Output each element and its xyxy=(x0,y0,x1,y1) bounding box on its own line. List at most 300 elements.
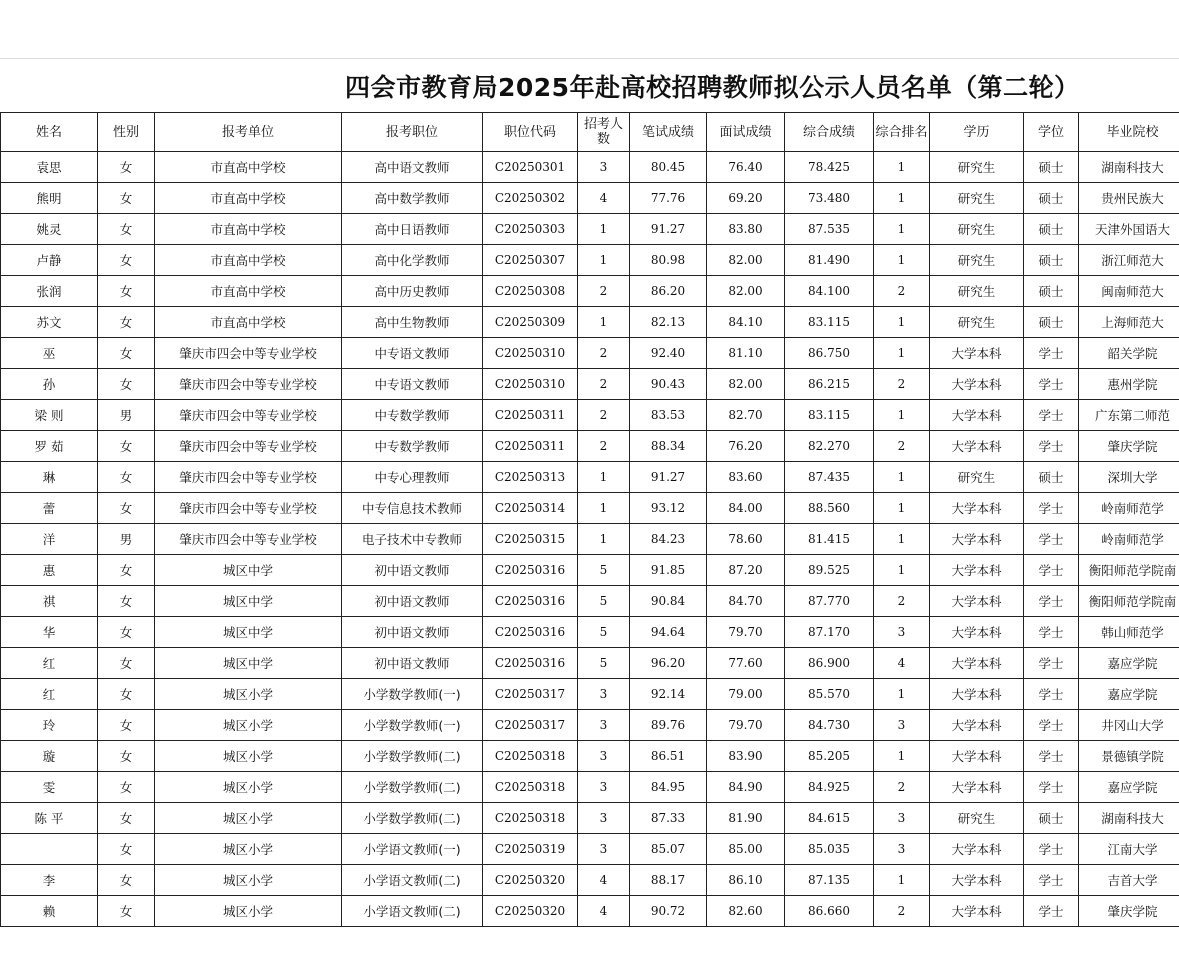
cell-interview: 84.00 xyxy=(707,493,785,524)
header-name: 姓名 xyxy=(1,113,98,152)
cell-written: 84.95 xyxy=(630,772,707,803)
cell-name: 玲 xyxy=(1,710,98,741)
table-body xyxy=(1,152,1179,927)
cell-education: 大学本科 xyxy=(930,896,1024,927)
cell-code: C20250317 xyxy=(483,710,578,741)
cell-name: 熊明 xyxy=(1,183,98,214)
cell-gender: 女 xyxy=(98,462,155,493)
cell-degree: 学士 xyxy=(1024,586,1079,617)
cell-unit: 肇庆市四会中等专业学校 xyxy=(155,462,342,493)
cell-code: C20250308 xyxy=(483,276,578,307)
cell-school: 贵州民族大 xyxy=(1079,183,1179,214)
cell-code: C20250311 xyxy=(483,431,578,462)
cell-written: 85.07 xyxy=(630,834,707,865)
cell-interview: 85.00 xyxy=(707,834,785,865)
cell-interview: 76.20 xyxy=(707,431,785,462)
table-row xyxy=(1,276,1179,307)
cell-education: 研究生 xyxy=(930,245,1024,276)
cell-unit: 市直高中学校 xyxy=(155,152,342,183)
cell-code: C20250311 xyxy=(483,400,578,431)
cell-rank: 1 xyxy=(874,183,930,214)
cell-position: 小学语文教师(二) xyxy=(342,896,483,927)
header-code: 职位代码 xyxy=(483,113,578,152)
cell-total: 84.925 xyxy=(785,772,874,803)
cell-gender: 女 xyxy=(98,896,155,927)
cell-position: 初中语文教师 xyxy=(342,586,483,617)
cell-written: 82.13 xyxy=(630,307,707,338)
cell-quota: 3 xyxy=(578,772,630,803)
table-row xyxy=(1,493,1179,524)
table-row xyxy=(1,338,1179,369)
cell-school: 广东第二师范 xyxy=(1079,400,1179,431)
cell-gender: 女 xyxy=(98,772,155,803)
cell-school: 江南大学 xyxy=(1079,834,1179,865)
cell-education: 大学本科 xyxy=(930,741,1024,772)
cell-code: C20250315 xyxy=(483,524,578,555)
cell-school: 嘉应学院 xyxy=(1079,648,1179,679)
cell-position: 高中语文教师 xyxy=(342,152,483,183)
table-row xyxy=(1,307,1179,338)
cell-gender: 女 xyxy=(98,834,155,865)
cell-school: 岭南师范学 xyxy=(1079,524,1179,555)
cell-interview: 82.00 xyxy=(707,369,785,400)
cell-written: 91.85 xyxy=(630,555,707,586)
cell-quota: 4 xyxy=(578,865,630,896)
cell-written: 89.76 xyxy=(630,710,707,741)
cell-written: 77.76 xyxy=(630,183,707,214)
cell-degree: 学士 xyxy=(1024,648,1079,679)
cell-total: 84.100 xyxy=(785,276,874,307)
cell-written: 83.53 xyxy=(630,400,707,431)
cell-total: 78.425 xyxy=(785,152,874,183)
cell-school: 惠州学院 xyxy=(1079,369,1179,400)
cell-written: 88.34 xyxy=(630,431,707,462)
cell-education: 大学本科 xyxy=(930,493,1024,524)
cell-education: 大学本科 xyxy=(930,865,1024,896)
cell-degree: 学士 xyxy=(1024,524,1079,555)
cell-education: 大学本科 xyxy=(930,648,1024,679)
cell-total: 83.115 xyxy=(785,307,874,338)
cell-degree: 学士 xyxy=(1024,338,1079,369)
cell-position: 初中语文教师 xyxy=(342,648,483,679)
cell-name: 祺 xyxy=(1,586,98,617)
cell-name: 红 xyxy=(1,679,98,710)
table-row xyxy=(1,524,1179,555)
cell-name: 华 xyxy=(1,617,98,648)
cell-position: 中专数学教师 xyxy=(342,431,483,462)
cell-code: C20250301 xyxy=(483,152,578,183)
cell-quota: 1 xyxy=(578,214,630,245)
table-row xyxy=(1,617,1179,648)
cell-code: C20250316 xyxy=(483,586,578,617)
cell-gender: 女 xyxy=(98,555,155,586)
cell-name xyxy=(1,834,98,865)
cell-rank: 2 xyxy=(874,896,930,927)
cell-quota: 3 xyxy=(578,679,630,710)
cell-quota: 1 xyxy=(578,307,630,338)
cell-education: 研究生 xyxy=(930,462,1024,493)
cell-quota: 4 xyxy=(578,183,630,214)
cell-gender: 女 xyxy=(98,338,155,369)
cell-rank: 2 xyxy=(874,369,930,400)
cell-position: 初中语文教师 xyxy=(342,555,483,586)
cell-rank: 1 xyxy=(874,741,930,772)
cell-quota: 3 xyxy=(578,803,630,834)
cell-position: 小学语文教师(一) xyxy=(342,834,483,865)
cell-written: 96.20 xyxy=(630,648,707,679)
cell-education: 研究生 xyxy=(930,307,1024,338)
results-sheet xyxy=(0,112,1179,937)
cell-degree: 学士 xyxy=(1024,834,1079,865)
cell-rank: 1 xyxy=(874,865,930,896)
cell-code: C20250317 xyxy=(483,679,578,710)
cell-gender: 女 xyxy=(98,617,155,648)
cell-education: 大学本科 xyxy=(930,586,1024,617)
cell-position: 高中数学教师 xyxy=(342,183,483,214)
table-row xyxy=(1,741,1179,772)
cell-code: C20250313 xyxy=(483,462,578,493)
cell-rank: 1 xyxy=(874,524,930,555)
table-row xyxy=(1,152,1179,183)
cell-unit: 市直高中学校 xyxy=(155,183,342,214)
cell-rank: 1 xyxy=(874,307,930,338)
cell-education: 大学本科 xyxy=(930,772,1024,803)
cell-degree: 学士 xyxy=(1024,617,1079,648)
cell-unit: 城区小学 xyxy=(155,896,342,927)
cell-gender: 女 xyxy=(98,803,155,834)
page-title: 四会市教育局2025年赴高校招聘教师拟公示人员名单（第二轮） xyxy=(345,73,1080,102)
cell-interview: 82.00 xyxy=(707,276,785,307)
cell-rank: 1 xyxy=(874,400,930,431)
table-row xyxy=(1,803,1179,834)
cell-gender: 女 xyxy=(98,710,155,741)
cell-gender: 女 xyxy=(98,276,155,307)
cell-name: 琳 xyxy=(1,462,98,493)
cell-rank: 3 xyxy=(874,710,930,741)
cell-name: 惠 xyxy=(1,555,98,586)
cell-total: 81.415 xyxy=(785,524,874,555)
cell-school: 井冈山大学 xyxy=(1079,710,1179,741)
cell-school: 上海师范大 xyxy=(1079,307,1179,338)
cell-quota: 3 xyxy=(578,710,630,741)
cell-education: 大学本科 xyxy=(930,431,1024,462)
cell-rank: 2 xyxy=(874,772,930,803)
cell-written: 90.72 xyxy=(630,896,707,927)
cell-total: 81.490 xyxy=(785,245,874,276)
cell-code: C20250316 xyxy=(483,648,578,679)
header-position: 报考职位 xyxy=(342,113,483,152)
cell-total: 87.170 xyxy=(785,617,874,648)
cell-degree: 硕士 xyxy=(1024,462,1079,493)
cell-quota: 1 xyxy=(578,245,630,276)
cell-unit: 肇庆市四会中等专业学校 xyxy=(155,524,342,555)
cell-position: 电子技术中专教师 xyxy=(342,524,483,555)
cell-position: 小学数学教师(二) xyxy=(342,772,483,803)
cell-school: 天津外国语大 xyxy=(1079,214,1179,245)
table-row xyxy=(1,834,1179,865)
cell-school: 嘉应学院 xyxy=(1079,679,1179,710)
cell-rank: 3 xyxy=(874,803,930,834)
cell-education: 研究生 xyxy=(930,152,1024,183)
cell-degree: 学士 xyxy=(1024,710,1079,741)
table-row xyxy=(1,555,1179,586)
cell-gender: 女 xyxy=(98,307,155,338)
table-row xyxy=(1,369,1179,400)
cell-name: 卢静 xyxy=(1,245,98,276)
cell-name: 赖 xyxy=(1,896,98,927)
cell-degree: 学士 xyxy=(1024,493,1079,524)
cell-education: 大学本科 xyxy=(930,400,1024,431)
cell-written: 84.23 xyxy=(630,524,707,555)
cell-code: C20250316 xyxy=(483,617,578,648)
cell-position: 小学语文教师(二) xyxy=(342,865,483,896)
cell-unit: 城区中学 xyxy=(155,555,342,586)
cell-quota: 2 xyxy=(578,400,630,431)
cell-total: 85.035 xyxy=(785,834,874,865)
cell-total: 85.570 xyxy=(785,679,874,710)
cell-gender: 女 xyxy=(98,741,155,772)
cell-rank: 3 xyxy=(874,834,930,865)
cell-code: C20250319 xyxy=(483,834,578,865)
cell-total: 86.215 xyxy=(785,369,874,400)
cell-unit: 市直高中学校 xyxy=(155,276,342,307)
table-row xyxy=(1,710,1179,741)
cell-code: C20250318 xyxy=(483,741,578,772)
cell-gender: 女 xyxy=(98,152,155,183)
cell-interview: 76.40 xyxy=(707,152,785,183)
cell-total: 86.660 xyxy=(785,896,874,927)
cell-code: C20250320 xyxy=(483,896,578,927)
cell-school: 嘉应学院 xyxy=(1079,772,1179,803)
cell-total: 86.900 xyxy=(785,648,874,679)
cell-unit: 肇庆市四会中等专业学校 xyxy=(155,400,342,431)
table-row xyxy=(1,245,1179,276)
cell-gender: 男 xyxy=(98,400,155,431)
cell-school: 肇庆学院 xyxy=(1079,896,1179,927)
cell-school: 景德镇学院 xyxy=(1079,741,1179,772)
cell-name: 罗 茹 xyxy=(1,431,98,462)
cell-degree: 学士 xyxy=(1024,741,1079,772)
cell-written: 80.98 xyxy=(630,245,707,276)
cell-unit: 市直高中学校 xyxy=(155,245,342,276)
cell-total: 86.750 xyxy=(785,338,874,369)
cell-written: 86.51 xyxy=(630,741,707,772)
cell-degree: 学士 xyxy=(1024,400,1079,431)
header-written: 笔试成绩 xyxy=(630,113,707,152)
cell-name: 红 xyxy=(1,648,98,679)
header-school: 毕业院校 xyxy=(1079,113,1179,152)
cell-quota: 3 xyxy=(578,741,630,772)
cell-gender: 女 xyxy=(98,648,155,679)
cell-name: 梁 则 xyxy=(1,400,98,431)
cell-interview: 84.90 xyxy=(707,772,785,803)
header-rank: 综合排名 xyxy=(874,113,930,152)
cell-position: 初中语文教师 xyxy=(342,617,483,648)
cell-interview: 83.80 xyxy=(707,214,785,245)
cell-written: 91.27 xyxy=(630,462,707,493)
cell-degree: 学士 xyxy=(1024,772,1079,803)
cell-total: 89.525 xyxy=(785,555,874,586)
cell-code: C20250318 xyxy=(483,772,578,803)
cell-unit: 城区中学 xyxy=(155,648,342,679)
cell-quota: 1 xyxy=(578,493,630,524)
cell-total: 85.205 xyxy=(785,741,874,772)
cell-unit: 城区中学 xyxy=(155,586,342,617)
cell-education: 大学本科 xyxy=(930,679,1024,710)
cell-rank: 2 xyxy=(874,586,930,617)
cell-degree: 硕士 xyxy=(1024,276,1079,307)
cell-unit: 城区小学 xyxy=(155,803,342,834)
cell-total: 87.135 xyxy=(785,865,874,896)
cell-code: C20250302 xyxy=(483,183,578,214)
cell-education: 大学本科 xyxy=(930,524,1024,555)
cell-name: 陈 平 xyxy=(1,803,98,834)
cell-interview: 83.60 xyxy=(707,462,785,493)
cell-degree: 学士 xyxy=(1024,679,1079,710)
cell-total: 84.615 xyxy=(785,803,874,834)
cell-rank: 1 xyxy=(874,493,930,524)
cell-school: 韩山师范学 xyxy=(1079,617,1179,648)
cell-total: 84.730 xyxy=(785,710,874,741)
cell-code: C20250307 xyxy=(483,245,578,276)
cell-name: 洋 xyxy=(1,524,98,555)
cell-rank: 1 xyxy=(874,555,930,586)
cell-code: C20250314 xyxy=(483,493,578,524)
header-gender: 性别 xyxy=(98,113,155,152)
cell-education: 大学本科 xyxy=(930,834,1024,865)
cell-position: 中专信息技术教师 xyxy=(342,493,483,524)
cell-code: C20250320 xyxy=(483,865,578,896)
cell-name: 璇 xyxy=(1,741,98,772)
cell-gender: 女 xyxy=(98,369,155,400)
cell-written: 80.45 xyxy=(630,152,707,183)
cell-quota: 5 xyxy=(578,555,630,586)
cell-gender: 女 xyxy=(98,245,155,276)
cell-rank: 2 xyxy=(874,431,930,462)
cell-interview: 78.60 xyxy=(707,524,785,555)
cell-interview: 77.60 xyxy=(707,648,785,679)
cell-rank: 1 xyxy=(874,679,930,710)
cell-education: 研究生 xyxy=(930,214,1024,245)
cell-position: 高中日语教师 xyxy=(342,214,483,245)
table-row xyxy=(1,679,1179,710)
cell-gender: 女 xyxy=(98,493,155,524)
cell-rank: 1 xyxy=(874,245,930,276)
cell-gender: 女 xyxy=(98,431,155,462)
cell-gender: 女 xyxy=(98,679,155,710)
cell-written: 90.84 xyxy=(630,586,707,617)
cell-degree: 硕士 xyxy=(1024,214,1079,245)
cell-education: 研究生 xyxy=(930,183,1024,214)
cell-degree: 学士 xyxy=(1024,896,1079,927)
cell-unit: 肇庆市四会中等专业学校 xyxy=(155,369,342,400)
cell-written: 93.12 xyxy=(630,493,707,524)
cell-education: 大学本科 xyxy=(930,338,1024,369)
table-row xyxy=(1,400,1179,431)
top-blank-bar xyxy=(0,0,1179,59)
cell-interview: 87.20 xyxy=(707,555,785,586)
cell-position: 小学数学教师(二) xyxy=(342,741,483,772)
cell-quota: 2 xyxy=(578,338,630,369)
cell-quota: 2 xyxy=(578,369,630,400)
cell-written: 88.17 xyxy=(630,865,707,896)
table-row xyxy=(1,431,1179,462)
cell-school: 闽南师范大 xyxy=(1079,276,1179,307)
cell-name: 苏文 xyxy=(1,307,98,338)
cell-interview: 79.00 xyxy=(707,679,785,710)
cell-school: 衡阳师范学院南 xyxy=(1079,586,1179,617)
cell-position: 中专语文教师 xyxy=(342,338,483,369)
cell-degree: 硕士 xyxy=(1024,803,1079,834)
cell-code: C20250309 xyxy=(483,307,578,338)
header-quota: 招考人数 xyxy=(578,113,630,152)
cell-written: 92.40 xyxy=(630,338,707,369)
cell-written: 86.20 xyxy=(630,276,707,307)
cell-name: 巫 xyxy=(1,338,98,369)
cell-written: 87.33 xyxy=(630,803,707,834)
cell-position: 中专数学教师 xyxy=(342,400,483,431)
cell-quota: 1 xyxy=(578,524,630,555)
table-row xyxy=(1,896,1179,927)
cell-unit: 肇庆市四会中等专业学校 xyxy=(155,493,342,524)
table-row xyxy=(1,865,1179,896)
cell-education: 大学本科 xyxy=(930,617,1024,648)
cell-interview: 69.20 xyxy=(707,183,785,214)
cell-code: C20250303 xyxy=(483,214,578,245)
cell-name: 蕾 xyxy=(1,493,98,524)
cell-quota: 3 xyxy=(578,834,630,865)
cell-total: 83.115 xyxy=(785,400,874,431)
cell-code: C20250310 xyxy=(483,338,578,369)
cell-school: 岭南师范学 xyxy=(1079,493,1179,524)
cell-quota: 3 xyxy=(578,152,630,183)
table-row xyxy=(1,462,1179,493)
cell-gender: 女 xyxy=(98,865,155,896)
cell-interview: 84.70 xyxy=(707,586,785,617)
cell-school: 韶关学院 xyxy=(1079,338,1179,369)
cell-code: C20250310 xyxy=(483,369,578,400)
cell-interview: 81.90 xyxy=(707,803,785,834)
cell-position: 高中化学教师 xyxy=(342,245,483,276)
cell-total: 87.770 xyxy=(785,586,874,617)
cell-interview: 79.70 xyxy=(707,710,785,741)
cell-position: 高中生物教师 xyxy=(342,307,483,338)
cell-interview: 82.60 xyxy=(707,896,785,927)
cell-unit: 城区小学 xyxy=(155,710,342,741)
cell-written: 92.14 xyxy=(630,679,707,710)
cell-rank: 2 xyxy=(874,276,930,307)
table-row xyxy=(1,772,1179,803)
cell-total: 82.270 xyxy=(785,431,874,462)
cell-school: 衡阳师范学院南 xyxy=(1079,555,1179,586)
cell-quota: 5 xyxy=(578,617,630,648)
cell-quota: 5 xyxy=(578,648,630,679)
table-row xyxy=(1,214,1179,245)
cell-position: 高中历史教师 xyxy=(342,276,483,307)
cell-gender: 男 xyxy=(98,524,155,555)
header-total: 综合成绩 xyxy=(785,113,874,152)
header-degree: 学位 xyxy=(1024,113,1079,152)
cell-unit: 城区小学 xyxy=(155,772,342,803)
cell-quota: 4 xyxy=(578,896,630,927)
cell-rank: 1 xyxy=(874,152,930,183)
cell-name: 袁思 xyxy=(1,152,98,183)
cell-name: 姚灵 xyxy=(1,214,98,245)
cell-written: 94.64 xyxy=(630,617,707,648)
cell-degree: 硕士 xyxy=(1024,183,1079,214)
cell-written: 91.27 xyxy=(630,214,707,245)
cell-name: 李 xyxy=(1,865,98,896)
